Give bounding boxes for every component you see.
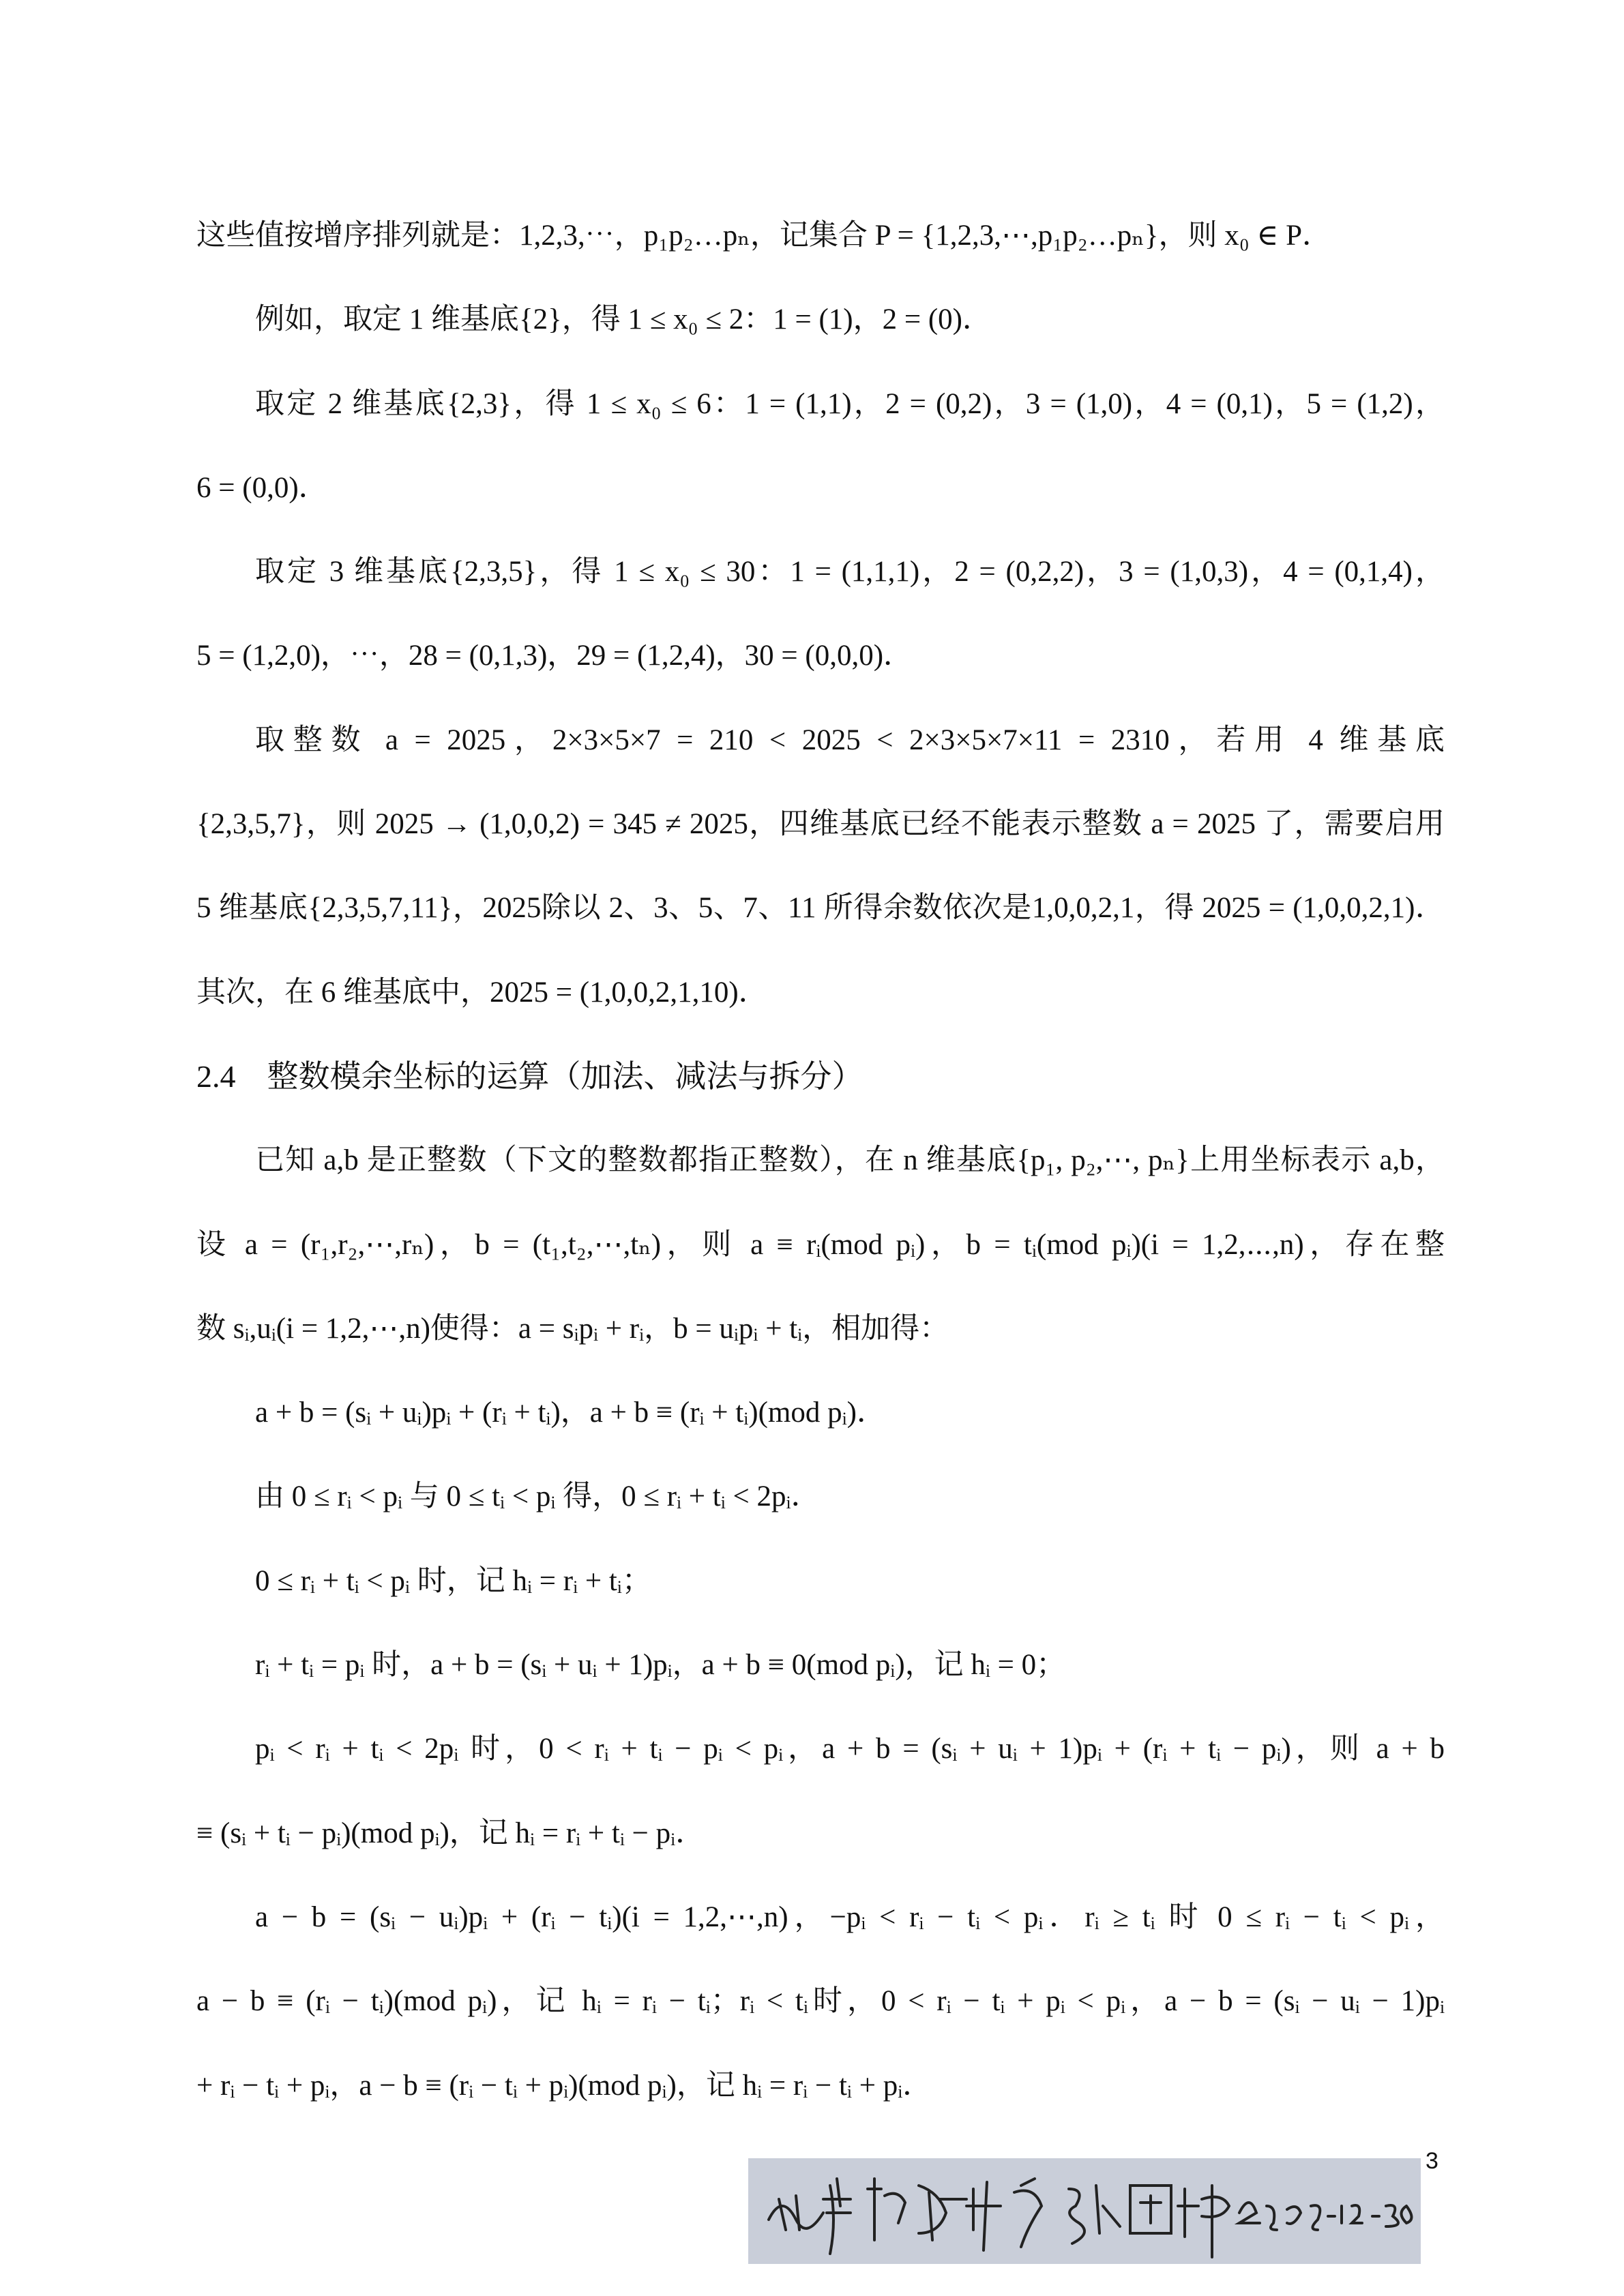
text-line: + rᵢ − tᵢ + pᵢ，a − b ≡ (rᵢ − tᵢ + pᵢ)(mod pᵢ)，记 hᵢ = rᵢ − tᵢ + pᵢ． — [196, 2069, 932, 2102]
text-line: {2,3,5,7}，则 2025 → (1,0,0,2) = 345 ≠ 2025，四维基底已经不能表示整数 a = 2025 了，需要启用 — [196, 808, 1445, 841]
text-line: a − b = (sᵢ − uᵢ)pᵢ + (rᵢ − tᵢ)(i = 1,2,⋯,n)，−pᵢ < rᵢ − tᵢ < pᵢ．rᵢ ≥ tᵢ 时 0 ≤ rᵢ − tᵢ < pᵢ， — [255, 1900, 1445, 1933]
text-line: 例如，取定 1 维基底{2}，得 1 ≤ x₀ ≤ 2：1 = (1)，2 = (0)． — [255, 303, 992, 336]
text-line: 已知 a,b 是正整数（下文的整数都指正整数），在 n 维基底{p₁, p₂,⋯, pₙ}上用坐标表示 a,b， — [255, 1144, 1445, 1177]
text-line: 5 维基底{2,3,5,7,11}，2025除以 2、3、5、7、11 所得余数依次是1,0,0,2,1，得 2025 = (1,0,0,2,1)． — [196, 892, 1445, 925]
text-line: a − b ≡ (rᵢ − tᵢ)(mod pᵢ)，记 hᵢ = rᵢ − tᵢ；rᵢ < tᵢ时，0 < rᵢ − tᵢ + pᵢ < pᵢ，a − b = (sᵢ − uᵢ − 1)pᵢ — [196, 1985, 1445, 2018]
text-line: 5 = (1,2,0)，⋯，28 = (0,1,3)，29 = (1,2,4)，30 = (0,0,0)． — [196, 640, 913, 672]
text-line: 设 a = (r₁,r₂,⋯,rₙ)，b = (t₁,t₂,⋯,tₙ)，则 a ≡ rᵢ(mod pᵢ)，b = tᵢ(mod pᵢ)(i = 1,2,⋯,n)，存在整 — [196, 1228, 1445, 1261]
handwritten-signature — [748, 2158, 1421, 2264]
signature-strokes — [748, 2158, 1421, 2264]
text-line: 数 sᵢ,uᵢ(i = 1,2,⋯,n)使得：a = sᵢpᵢ + rᵢ，b = uᵢpᵢ + tᵢ，相加得： — [196, 1312, 949, 1345]
section-heading: 2.4 整数模余坐标的运算（加法、减法与拆分） — [196, 1058, 863, 1094]
text-line: 这些值按增序排列就是：1,2,3,⋯，p₁p₂…pₙ，记集合 P = {1,2,3,⋯,p₁p₂…pₙ}，则 x₀ ∈ P． — [196, 220, 1332, 252]
text-line: pᵢ < rᵢ + tᵢ < 2pᵢ 时，0 < rᵢ + tᵢ − pᵢ < pᵢ，a + b = (sᵢ + uᵢ + 1)pᵢ + (rᵢ + tᵢ − pᵢ)，则 a + b — [255, 1733, 1445, 1765]
text-line: 其次，在 6 维基底中，2025 = (1,0,0,2,1,10)． — [196, 976, 768, 1009]
page-number: 3 — [1426, 2148, 1438, 2174]
text-line: 取整数 a = 2025，2×3×5×7 = 210 < 2025 < 2×3×5×7×11 = 2310，若用 4 维基底 — [255, 724, 1445, 756]
text-line: 取定 3 维基底{2,3,5}，得 1 ≤ x₀ ≤ 30：1 = (1,1,1)，2 = (0,2,2)，3 = (1,0,3)，4 = (0,1,4)， — [255, 556, 1445, 588]
text-line: 6 = (0,0)． — [196, 471, 328, 504]
text-line: 取定 2 维基底{2,3}，得 1 ≤ x₀ ≤ 6：1 = (1,1)，2 = (0,2)，3 = (1,0)，4 = (0,1)，5 = (1,2)， — [255, 387, 1445, 420]
text-line: rᵢ + tᵢ = pᵢ 时，a + b = (sᵢ + uᵢ + 1)pᵢ，a + b ≡ 0(mod pᵢ)，记 hᵢ = 0； — [255, 1649, 1066, 1682]
text-line: 0 ≤ rᵢ + tᵢ < pᵢ 时，记 hᵢ = rᵢ + tᵢ； — [255, 1564, 651, 1597]
document-body — [196, 194, 1445, 2128]
text-line: ≡ (sᵢ + tᵢ − pᵢ)(mod pᵢ)，记 hᵢ = rᵢ + tᵢ − pᵢ． — [196, 1817, 705, 1849]
equation-line: a + b = (sᵢ + uᵢ)pᵢ + (rᵢ + tᵢ)，a + b ≡ (rᵢ + tᵢ)(mod pᵢ)． — [255, 1397, 886, 1429]
text-line: 由 0 ≤ rᵢ < pᵢ 与 0 ≤ tᵢ < pᵢ 得，0 ≤ rᵢ + tᵢ < 2pᵢ． — [255, 1480, 821, 1513]
